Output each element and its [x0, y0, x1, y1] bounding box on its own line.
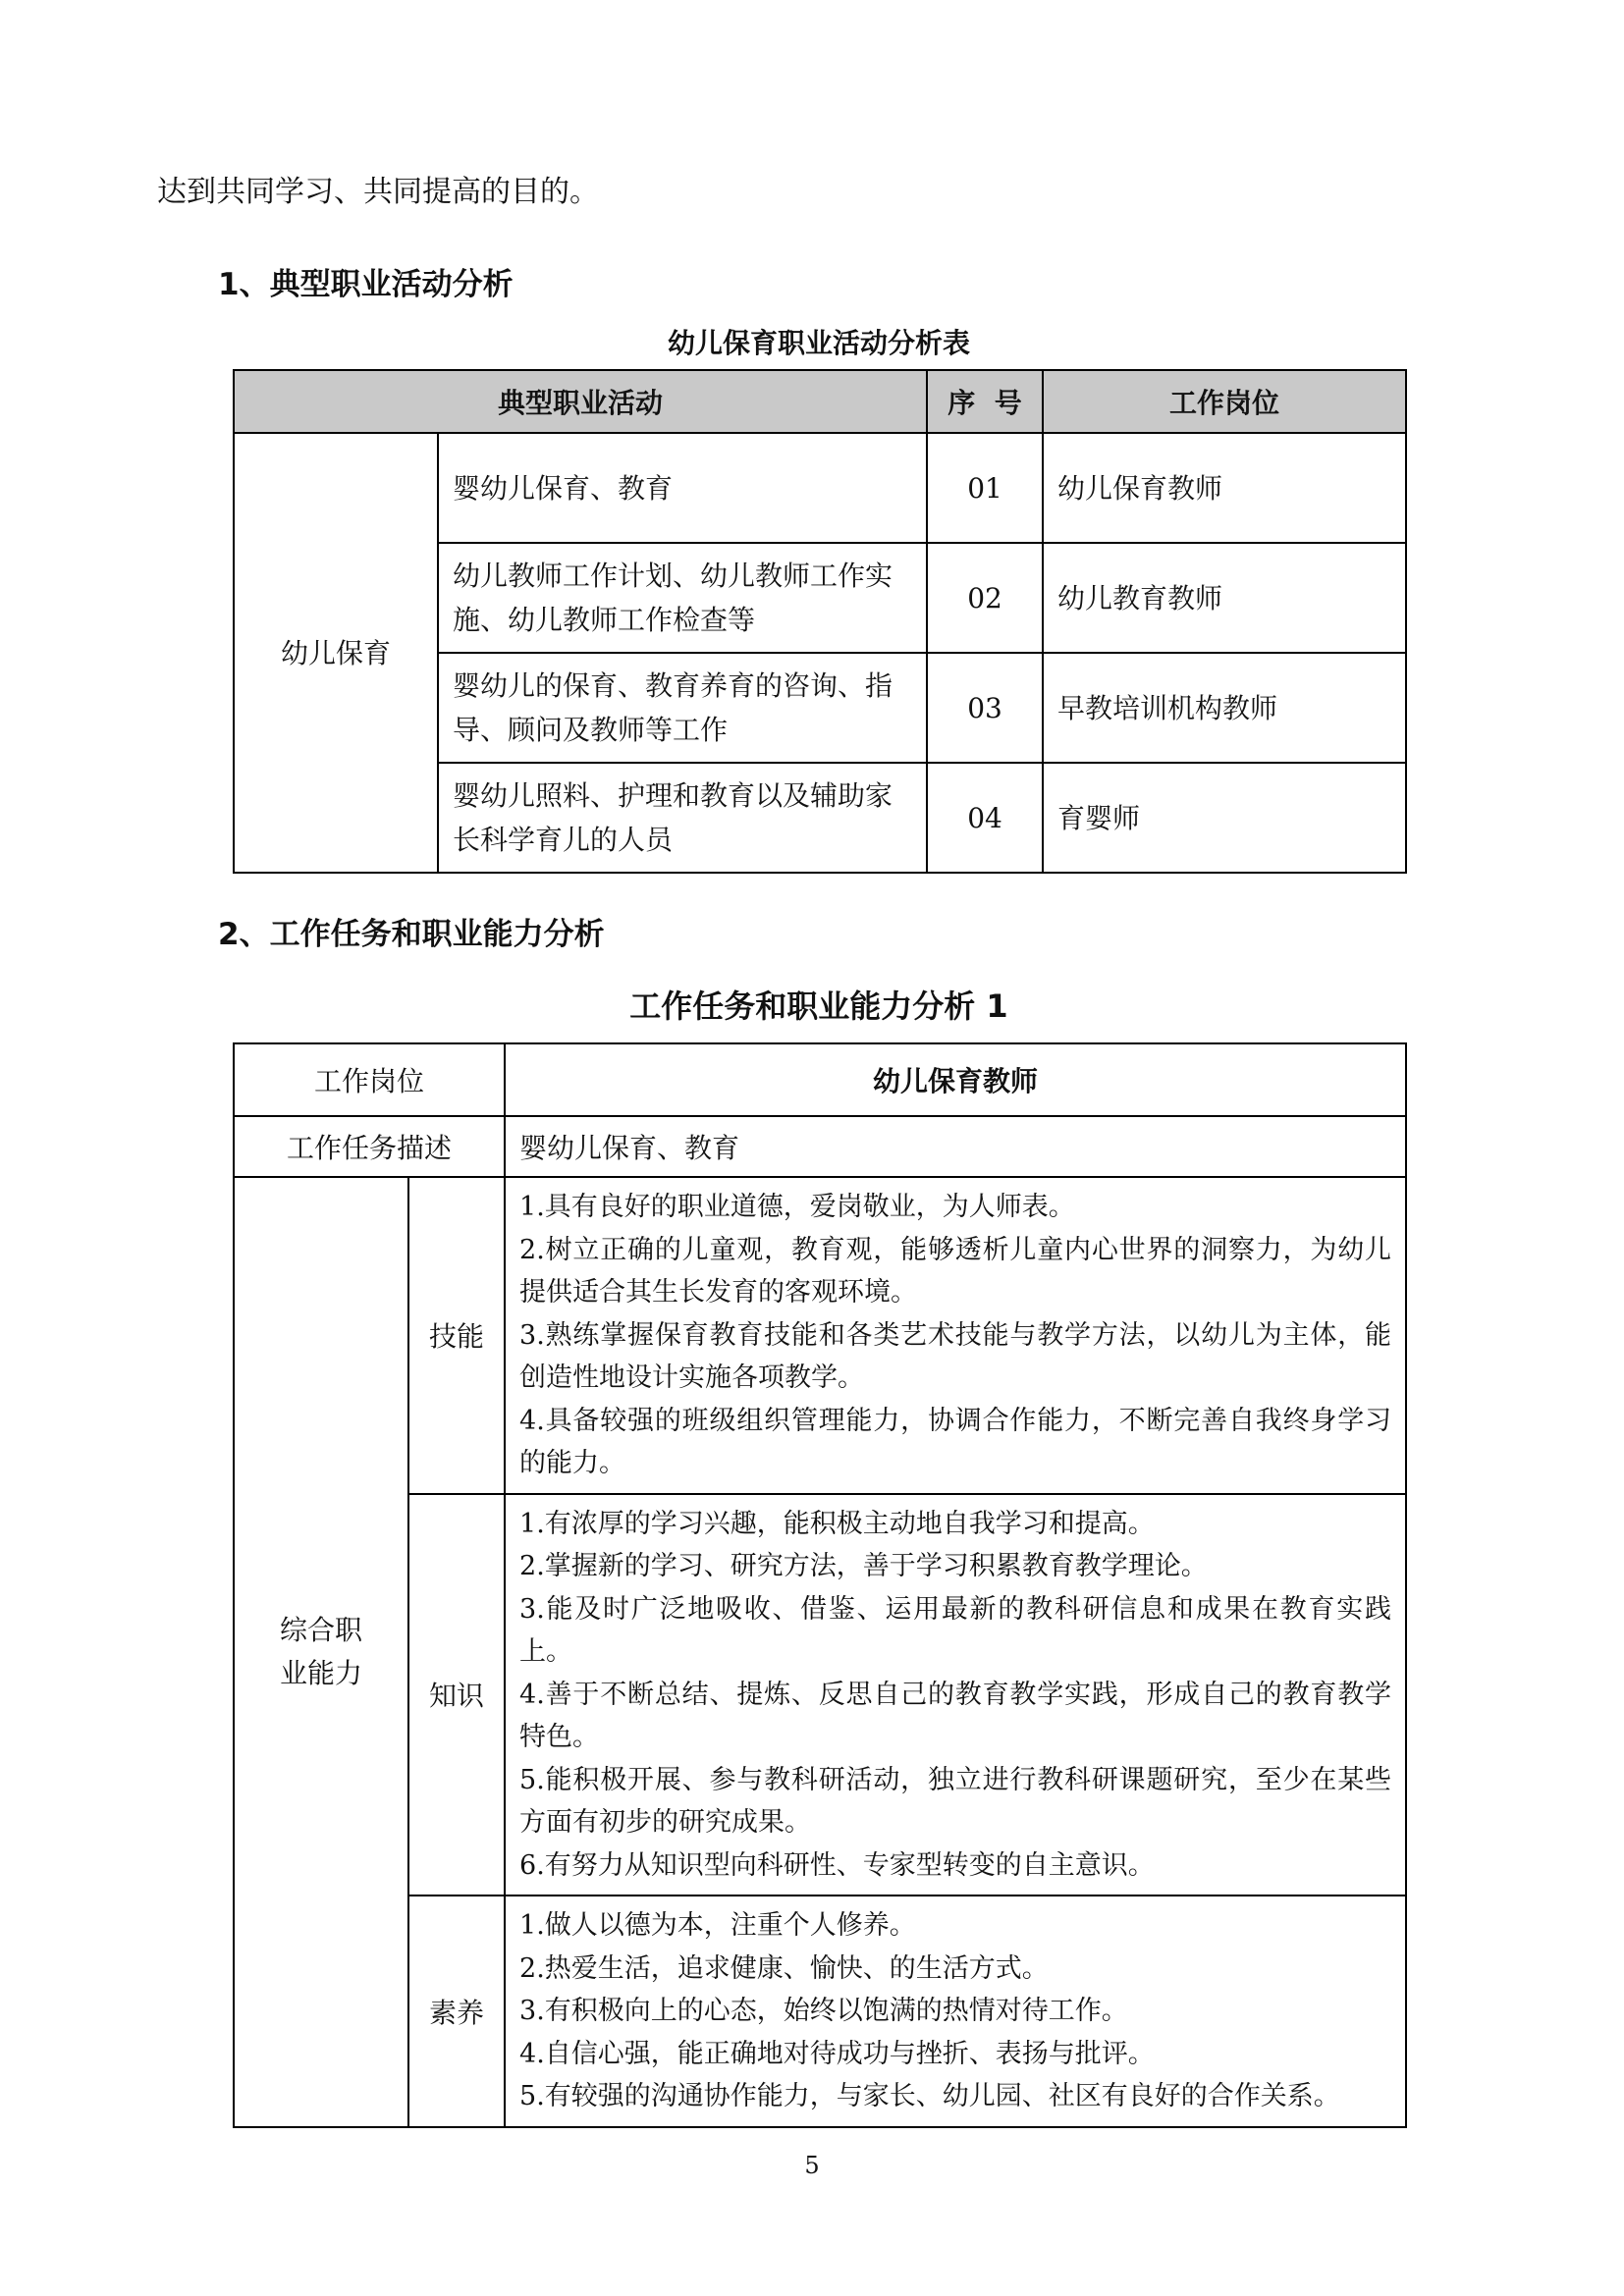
number-cell: 03	[927, 653, 1043, 763]
table-row	[234, 433, 1406, 543]
position-row	[234, 1043, 1406, 1116]
header-number: 序 号	[927, 370, 1043, 433]
list-item: 1.有浓厚的学习兴趣，能积极主动地自我学习和提高。	[519, 1508, 1155, 1539]
knowledge-items	[505, 1494, 1406, 1896]
position-cell: 幼儿保育教师	[1043, 433, 1406, 543]
list-item: 4.善于不断总结、提炼、反思自己的教育教学实践，形成自己的教育教学特色。	[519, 1679, 1392, 1752]
list-item: 5.有较强的沟通协作能力，与家长、幼儿园、社区有良好的合作关系。	[519, 2081, 1340, 2111]
list-item: 6.有努力从知识型向科研性、专家型转变的自主意识。	[519, 1849, 1155, 1881]
list-item: 4.具备较强的班级组织管理能力，协调合作能力，不断完善自我终身学习的能力。	[519, 1405, 1392, 1478]
section-2-heading: 2、工作任务和职业能力分析	[218, 917, 605, 952]
section-1-heading: 1、典型职业活动分析	[218, 267, 514, 302]
position-cell: 早教培训机构教师	[1043, 653, 1406, 763]
task-label: 工作任务描述	[234, 1116, 505, 1177]
number-cell: 04	[927, 763, 1043, 873]
list-item: 5.能积极开展、参与教科研活动，独立进行教科研课题研究，至少在某些方面有初步的研究成果。	[519, 1764, 1392, 1838]
header-activity: 典型职业活动	[234, 370, 927, 433]
skill-items	[505, 1177, 1406, 1494]
number-cell: 01	[927, 433, 1043, 543]
position-label: 工作岗位	[234, 1043, 505, 1116]
activity-cell: 幼儿教师工作计划、幼儿教师工作实施、幼儿教师工作检查等	[438, 543, 927, 653]
position-cell: 育婴师	[1043, 763, 1406, 873]
quality-items	[505, 1896, 1406, 2127]
activity-category: 幼儿保育	[234, 433, 438, 873]
skill-label: 技能	[408, 1177, 505, 1494]
task-row	[234, 1116, 1406, 1177]
list-item: 2.热爱生活，追求健康、愉快、的生活方式。	[519, 1952, 1049, 1984]
task-ability-table	[233, 1042, 1407, 2128]
activity-table-caption: 幼儿保育职业活动分析表	[667, 327, 970, 359]
knowledge-row	[234, 1494, 1406, 1896]
list-item: 2.树立正确的儿童观，教育观，能够透析儿童内心世界的洞察力，为幼儿提供适合其生长发育的客观环境。	[519, 1234, 1392, 1308]
knowledge-label: 知识	[408, 1494, 505, 1896]
activity-cell: 婴幼儿保育、教育	[438, 433, 927, 543]
list-item: 3.能及时广泛地吸收、借鉴、运用最新的教科研信息和成果在教育实践上。	[519, 1593, 1392, 1667]
list-item: 3.有积极向上的心态，始终以饱满的热情对待工作。	[519, 1996, 1128, 2026]
task-value: 婴幼儿保育、教育	[505, 1116, 1406, 1177]
number-cell: 02	[927, 543, 1043, 653]
skill-row	[234, 1177, 1406, 1494]
quality-row	[234, 1896, 1406, 2127]
list-item: 1.具有良好的职业道德，爱岗敬业，为人师表。	[519, 1192, 1075, 1222]
activity-cell: 婴幼儿照料、护理和教育以及辅助家长科学育儿的人员	[438, 763, 927, 873]
list-item: 2.掌握新的学习、研究方法，善于学习积累教育教学理论。	[519, 1551, 1208, 1581]
header-position: 工作岗位	[1043, 370, 1406, 433]
page-number: 5	[804, 2152, 820, 2179]
position-value: 幼儿保育教师	[505, 1043, 1406, 1116]
list-item: 3.熟练掌握保育教育技能和各类艺术技能与教学方法，以幼儿为主体，能创造性地设计实施各项教学。	[519, 1319, 1392, 1393]
ability-label	[234, 1177, 408, 2127]
ability-label-text: 综合职业能力	[279, 1613, 362, 1689]
activity-cell: 婴幼儿的保育、教育养育的咨询、指导、顾问及教师等工作	[438, 653, 927, 763]
ability-table-caption: 工作任务和职业能力分析 1	[629, 988, 1008, 1025]
activity-analysis-table	[233, 369, 1407, 874]
activity-table-header	[234, 370, 1406, 433]
list-item: 1.做人以德为本，注重个人修养。	[519, 1910, 916, 1941]
list-item: 4.自信心强，能正确地对待成功与挫折、表扬与批评。	[519, 2038, 1155, 2069]
intro-paragraph: 达到共同学习、共同提高的目的。	[157, 175, 599, 209]
position-cell: 幼儿教育教师	[1043, 543, 1406, 653]
quality-label: 素养	[408, 1896, 505, 2127]
